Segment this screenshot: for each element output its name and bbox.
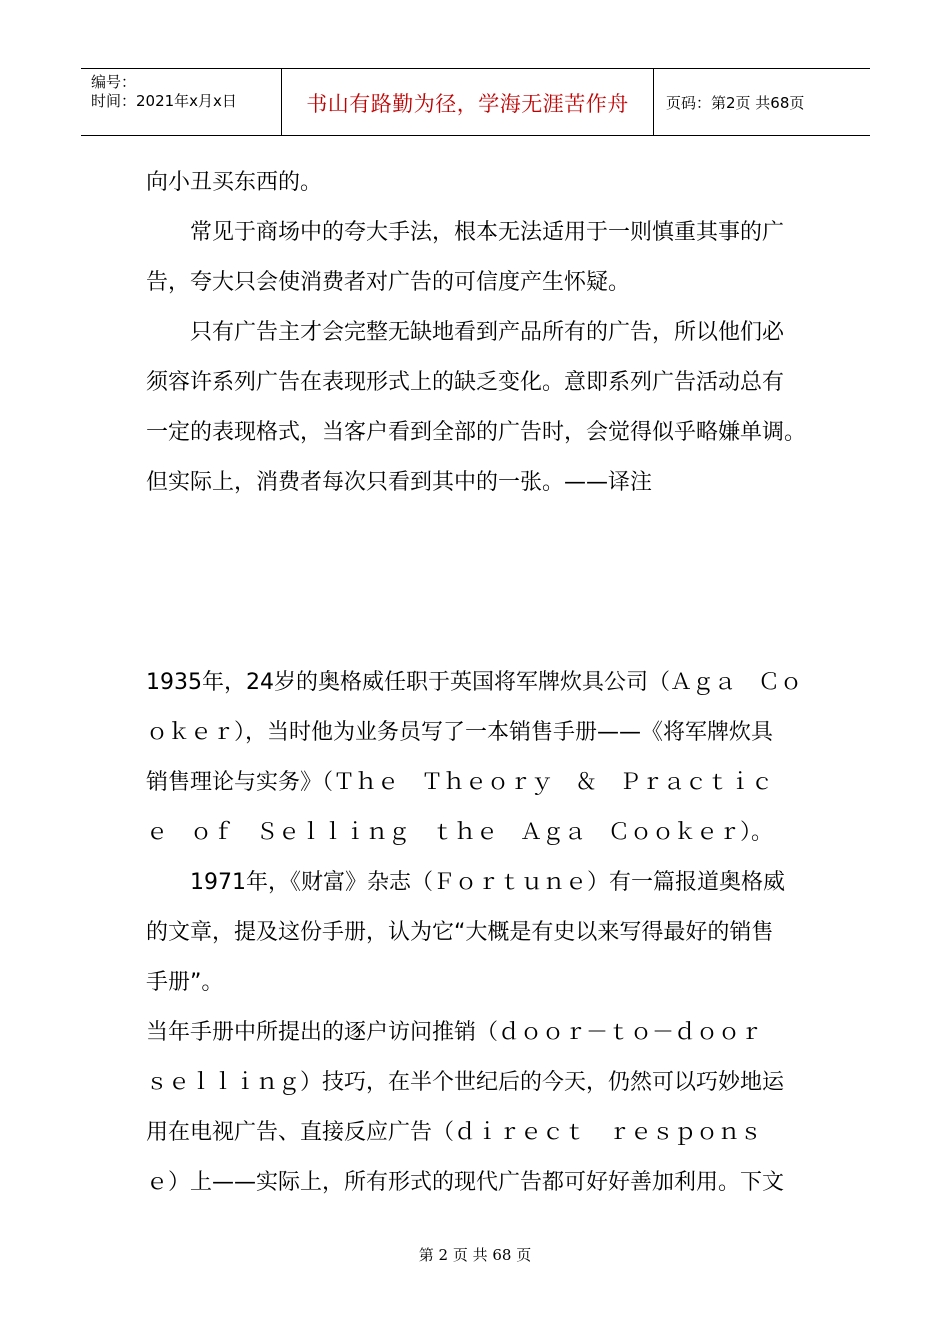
body-line: 常见于商场中的夸大手法，根本无法适用于一则慎重其事的广 — [190, 220, 785, 245]
body-line: 的文章，提及这份手册，认为它“大概是有史以来写得最好的销售 — [146, 920, 774, 945]
body-line: ｅ ｏｆ Ｓｅｌｌｉｎｇ ｔｈｅ Ａｇａ Ｃｏｏｋｅｒ）。 — [146, 820, 774, 845]
body-line: 1935年，24岁的奥格威任职于英国将军牌炊具公司（Ａｇａ Ｃｏ — [146, 670, 802, 695]
body-line: 1971年，《财富》杂志（Ｆｏｒｔｕｎｅ）有一篇报道奥格威 — [190, 870, 785, 895]
body-line: 向小丑买东西的。 — [146, 170, 323, 195]
body-line: 须容许系列广告在表现形式上的缺乏变化。意即系列广告活动总有 — [146, 370, 785, 395]
page-footer: 第 2 页 共 68 页 — [418, 1246, 532, 1264]
document-date-label: 时间：2021年x月x日 — [91, 92, 237, 110]
header-page-cell — [654, 69, 870, 135]
body-line: 当年手册中所提出的逐户访问推销（ｄｏｏｒ－ｔｏ－ｄｏｏｒ — [146, 1020, 763, 1045]
body-line: 一定的表现格式，当客户看到全部的广告时，会觉得似乎略嫌单调。 — [146, 420, 807, 445]
body-line: 只有广告主才会完整无缺地看到产品所有的广告，所以他们必 — [190, 320, 785, 345]
header-page-info: 页码：第2页 共68页 — [666, 94, 805, 112]
body-line: 告，夸大只会使消费者对广告的可信度产生怀疑。 — [146, 270, 631, 295]
document-number-label: 编号： — [91, 73, 137, 91]
body-line: 但实际上，消费者每次只看到其中的一张。——译注 — [146, 470, 653, 495]
body-line: 手册”。 — [146, 970, 224, 995]
body-line: 销售理论与实务》（Ｔｈｅ Ｔｈｅｏｒｙ ＆ Ｐｒａｃｔｉｃ — [146, 770, 774, 795]
header-motto-cell — [281, 69, 654, 135]
body-line: ｓｅｌｌｉｎｇ）技巧，在半个世纪后的今天，仍然可以巧妙地运 — [146, 1070, 785, 1095]
body-line: 用在电视广告、直接反应广告（ｄｉｒｅｃｔ ｒｅｓｐｏｎｓ — [146, 1120, 763, 1145]
body-line: ｅ）上——实际上，所有形式的现代广告都可好好善加利用。下文 — [146, 1170, 785, 1195]
page-header — [81, 68, 870, 136]
motto-text: 书山有路勤为径，学海无涯苦作舟 — [306, 92, 629, 116]
header-meta-cell — [81, 69, 281, 135]
body-line: ｏｋｅｒ），当时他为业务员写了一本销售手册——《将军牌炊具 — [146, 720, 774, 745]
